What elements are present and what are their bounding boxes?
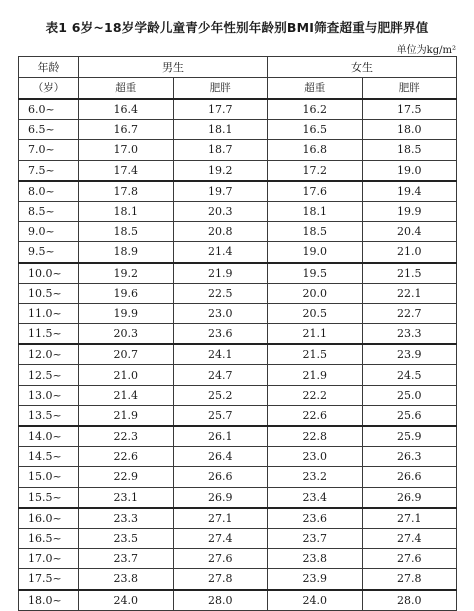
male-overweight-cell: 24.0 <box>79 590 174 611</box>
male-obese-cell: 20.8 <box>173 222 268 242</box>
age-cell: 7.0~ <box>19 140 79 160</box>
female-overweight-cell: 23.9 <box>268 569 363 590</box>
male-obese-cell: 28.0 <box>173 590 268 611</box>
female-overweight-cell: 23.4 <box>268 487 363 508</box>
age-cell: 8.5~ <box>19 201 79 221</box>
age-cell: 12.0~ <box>19 344 79 365</box>
male-obese-cell: 27.6 <box>173 549 268 569</box>
female-obese-cell: 23.3 <box>362 324 457 345</box>
age-cell: 13.5~ <box>19 405 79 426</box>
female-overweight-cell: 16.5 <box>268 120 363 140</box>
male-overweight-cell: 21.9 <box>79 405 174 426</box>
male-overweight-cell: 23.1 <box>79 487 174 508</box>
female-overweight-cell: 22.6 <box>268 405 363 426</box>
table-row <box>19 487 457 508</box>
male-obese-cell: 24.1 <box>173 344 268 365</box>
table-row <box>19 99 457 120</box>
table-row <box>19 385 457 405</box>
table-row <box>19 222 457 242</box>
female-obese-cell: 19.0 <box>362 160 457 181</box>
table-row <box>19 405 457 426</box>
female-overweight-cell: 16.8 <box>268 140 363 160</box>
female-obese-cell: 26.3 <box>362 447 457 467</box>
male-obese-cell: 21.9 <box>173 263 268 284</box>
female-obese-cell: 27.4 <box>362 528 457 548</box>
male-obese-cell: 24.7 <box>173 365 268 385</box>
age-cell: 18.0~ <box>19 590 79 611</box>
table-row <box>19 242 457 263</box>
age-cell: 16.0~ <box>19 508 79 529</box>
male-overweight-header: 超重 <box>79 78 174 100</box>
female-overweight-cell: 24.0 <box>268 590 363 611</box>
female-overweight-cell: 23.0 <box>268 447 363 467</box>
unit-label: 单位为kg/m² <box>396 45 456 56</box>
age-header: 年龄 <box>19 57 79 78</box>
male-overweight-cell: 18.9 <box>79 242 174 263</box>
male-obese-cell: 23.6 <box>173 324 268 345</box>
age-cell: 17.0~ <box>19 549 79 569</box>
male-obese-cell: 26.6 <box>173 467 268 487</box>
age-cell: 6.0~ <box>19 99 79 120</box>
female-overweight-header: 超重 <box>268 78 363 100</box>
table-row <box>19 426 457 447</box>
male-obese-cell: 26.4 <box>173 447 268 467</box>
table-row <box>19 201 457 221</box>
female-obese-cell: 25.0 <box>362 385 457 405</box>
female-header: 女生 <box>268 57 457 78</box>
male-obese-cell: 27.8 <box>173 569 268 590</box>
female-obese-cell: 26.6 <box>362 467 457 487</box>
female-obese-cell: 19.4 <box>362 181 457 202</box>
female-obese-cell: 22.7 <box>362 303 457 323</box>
female-overweight-cell: 17.2 <box>268 160 363 181</box>
male-obese-cell: 19.7 <box>173 181 268 202</box>
male-obese-cell: 17.7 <box>173 99 268 120</box>
male-obese-cell: 27.1 <box>173 508 268 529</box>
female-obese-cell: 25.6 <box>362 405 457 426</box>
age-cell: 9.0~ <box>19 222 79 242</box>
table-title: 表1 6岁~18岁学龄儿童青少年性别年龄别BMI筛查超重与肥胖界值 <box>45 20 429 35</box>
female-overweight-cell: 23.7 <box>268 528 363 548</box>
female-obese-cell: 21.0 <box>362 242 457 263</box>
age-cell: 16.5~ <box>19 528 79 548</box>
female-obese-cell: 25.9 <box>362 426 457 447</box>
male-overweight-cell: 17.4 <box>79 160 174 181</box>
female-obese-cell: 26.9 <box>362 487 457 508</box>
age-cell: 9.5~ <box>19 242 79 263</box>
table-row <box>19 528 457 548</box>
age-cell: 11.0~ <box>19 303 79 323</box>
female-obese-cell: 20.4 <box>362 222 457 242</box>
female-obese-header: 肥胖 <box>362 78 457 100</box>
female-overweight-cell: 19.5 <box>268 263 363 284</box>
age-cell: 8.0~ <box>19 181 79 202</box>
male-overweight-cell: 18.5 <box>79 222 174 242</box>
table-row <box>19 467 457 487</box>
table-row <box>19 283 457 303</box>
age-cell: 15.0~ <box>19 467 79 487</box>
male-obese-cell: 26.9 <box>173 487 268 508</box>
female-overweight-cell: 17.6 <box>268 181 363 202</box>
table-row <box>19 549 457 569</box>
male-obese-cell: 22.5 <box>173 283 268 303</box>
female-overweight-cell: 23.2 <box>268 467 363 487</box>
female-obese-cell: 23.9 <box>362 344 457 365</box>
age-cell: 10.5~ <box>19 283 79 303</box>
male-overweight-cell: 20.7 <box>79 344 174 365</box>
female-overweight-cell: 18.1 <box>268 201 363 221</box>
male-obese-cell: 25.7 <box>173 405 268 426</box>
table-row <box>19 447 457 467</box>
male-obese-cell: 18.1 <box>173 120 268 140</box>
table-row <box>19 365 457 385</box>
female-obese-cell: 18.0 <box>362 120 457 140</box>
female-obese-cell: 24.5 <box>362 365 457 385</box>
female-overweight-cell: 20.5 <box>268 303 363 323</box>
male-overweight-cell: 17.8 <box>79 181 174 202</box>
female-obese-cell: 21.5 <box>362 263 457 284</box>
male-obese-cell: 20.3 <box>173 201 268 221</box>
female-overweight-cell: 22.8 <box>268 426 363 447</box>
female-overweight-cell: 23.8 <box>268 549 363 569</box>
table-row <box>19 303 457 323</box>
female-overweight-cell: 18.5 <box>268 222 363 242</box>
table-row <box>19 344 457 365</box>
female-obese-cell: 27.6 <box>362 549 457 569</box>
male-overweight-cell: 16.7 <box>79 120 174 140</box>
male-overweight-cell: 18.1 <box>79 201 174 221</box>
male-overweight-cell: 21.4 <box>79 385 174 405</box>
female-overweight-cell: 20.0 <box>268 283 363 303</box>
male-obese-cell: 23.0 <box>173 303 268 323</box>
age-cell: 10.0~ <box>19 263 79 284</box>
male-obese-cell: 26.1 <box>173 426 268 447</box>
bmi-cutoff-table <box>18 56 457 611</box>
age-unit-header: （岁） <box>19 78 79 100</box>
male-overweight-cell: 22.3 <box>79 426 174 447</box>
age-cell: 7.5~ <box>19 160 79 181</box>
male-overweight-cell: 20.3 <box>79 324 174 345</box>
female-overweight-cell: 21.5 <box>268 344 363 365</box>
table-row <box>19 160 457 181</box>
male-overweight-cell: 21.0 <box>79 365 174 385</box>
female-overweight-cell: 21.9 <box>268 365 363 385</box>
female-obese-cell: 17.5 <box>362 99 457 120</box>
male-overweight-cell: 19.6 <box>79 283 174 303</box>
age-cell: 14.0~ <box>19 426 79 447</box>
table-row <box>19 263 457 284</box>
female-overweight-cell: 23.6 <box>268 508 363 529</box>
female-overweight-cell: 16.2 <box>268 99 363 120</box>
male-overweight-cell: 19.9 <box>79 303 174 323</box>
female-obese-cell: 19.9 <box>362 201 457 221</box>
male-obese-cell: 19.2 <box>173 160 268 181</box>
female-obese-cell: 27.1 <box>362 508 457 529</box>
table-row <box>19 569 457 590</box>
table-row <box>19 120 457 140</box>
female-obese-cell: 22.1 <box>362 283 457 303</box>
male-obese-cell: 27.4 <box>173 528 268 548</box>
female-obese-cell: 28.0 <box>362 590 457 611</box>
age-cell: 12.5~ <box>19 365 79 385</box>
male-overweight-cell: 23.8 <box>79 569 174 590</box>
female-overweight-cell: 19.0 <box>268 242 363 263</box>
male-overweight-cell: 23.5 <box>79 528 174 548</box>
male-header: 男生 <box>79 57 268 78</box>
female-overweight-cell: 22.2 <box>268 385 363 405</box>
age-cell: 11.5~ <box>19 324 79 345</box>
male-overweight-cell: 22.9 <box>79 467 174 487</box>
male-overweight-cell: 19.2 <box>79 263 174 284</box>
age-cell: 15.5~ <box>19 487 79 508</box>
table-row <box>19 508 457 529</box>
male-overweight-cell: 23.7 <box>79 549 174 569</box>
age-cell: 17.5~ <box>19 569 79 590</box>
male-overweight-cell: 16.4 <box>79 99 174 120</box>
table-body <box>19 99 457 610</box>
male-obese-cell: 21.4 <box>173 242 268 263</box>
table-row <box>19 140 457 160</box>
age-cell: 6.5~ <box>19 120 79 140</box>
male-overweight-cell: 22.6 <box>79 447 174 467</box>
male-overweight-cell: 17.0 <box>79 140 174 160</box>
female-obese-cell: 27.8 <box>362 569 457 590</box>
female-obese-cell: 18.5 <box>362 140 457 160</box>
table-row <box>19 324 457 345</box>
female-overweight-cell: 21.1 <box>268 324 363 345</box>
age-cell: 14.5~ <box>19 447 79 467</box>
male-overweight-cell: 23.3 <box>79 508 174 529</box>
male-obese-cell: 25.2 <box>173 385 268 405</box>
age-cell: 13.0~ <box>19 385 79 405</box>
table-row <box>19 181 457 202</box>
male-obese-cell: 18.7 <box>173 140 268 160</box>
male-obese-header: 肥胖 <box>173 78 268 100</box>
